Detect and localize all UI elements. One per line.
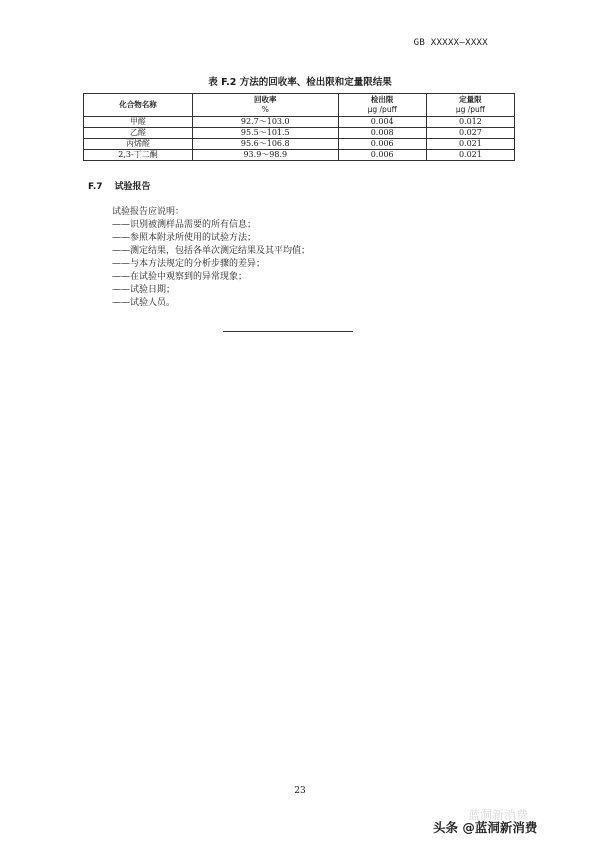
cell-lod: 0.004 [338, 117, 426, 128]
watermark-faint: 蓝洞新消费 [468, 808, 529, 822]
list-item: ——参照本附录所使用的试验方法； [112, 233, 257, 243]
watermark: 头条 @蓝洞新消费 [433, 820, 538, 835]
report-intro: 试验报告应说明： [112, 207, 185, 217]
table-title: 表 F.2 方法的回收率、检出限和定量限结果 [208, 77, 392, 88]
cell-lod: 0.006 [338, 139, 426, 150]
end-divider [223, 331, 353, 332]
list-item: ——试验人员。 [112, 298, 176, 308]
list-item: ——识别被测样品需要的所有信息； [112, 220, 257, 230]
report-requirements [112, 206, 310, 310]
table-row [84, 139, 515, 150]
header-lod: 检出限 µg /puff [338, 94, 426, 117]
cell-loq: 0.021 [426, 139, 514, 150]
header-compound: 化合物名称 [84, 94, 193, 117]
list-item: ——与本方法规定的分析步骤的差异； [112, 259, 266, 269]
page-number: 23 [294, 786, 306, 796]
list-item: ——测定结果，包括各单次测定结果及其平均值； [112, 246, 311, 256]
cell-lod: 0.008 [338, 128, 426, 139]
results-table [83, 93, 515, 161]
cell-compound: 2,3-丁二酮 [84, 150, 193, 161]
table-row [84, 128, 515, 139]
cell-compound: 甲醛 [84, 117, 193, 128]
table-header-row [84, 94, 515, 117]
list-item: ——在试验中观察到的异常现象； [112, 272, 248, 282]
standard-code: GB XXXXX—XXXX [413, 38, 488, 48]
cell-compound: 乙醛 [84, 128, 193, 139]
header-loq-unit: µg /puff [455, 105, 485, 114]
table-row [84, 150, 515, 161]
header-recovery-unit: % [261, 105, 269, 114]
cell-loq: 0.027 [426, 128, 514, 139]
cell-loq: 0.012 [426, 117, 514, 128]
cell-recovery: 92.7～103.0 [193, 117, 339, 128]
section-number: F.7 [88, 182, 103, 192]
table-row [84, 117, 515, 128]
header-lod-unit: µg /puff [367, 105, 397, 114]
header-recovery: 回收率 % [193, 94, 339, 117]
cell-loq: 0.021 [426, 150, 514, 161]
cell-recovery: 93.9～98.9 [193, 150, 339, 161]
cell-lod: 0.006 [338, 150, 426, 161]
section-title: 试验报告 [114, 182, 151, 192]
cell-recovery: 95.5～101.5 [193, 128, 339, 139]
cell-recovery: 95.6～106.8 [193, 139, 339, 150]
section-heading [88, 179, 151, 192]
list-item: ——试验日期； [112, 285, 176, 295]
header-loq: 定量限 µg /puff [426, 94, 514, 117]
cell-compound: 丙烯醛 [84, 139, 193, 150]
